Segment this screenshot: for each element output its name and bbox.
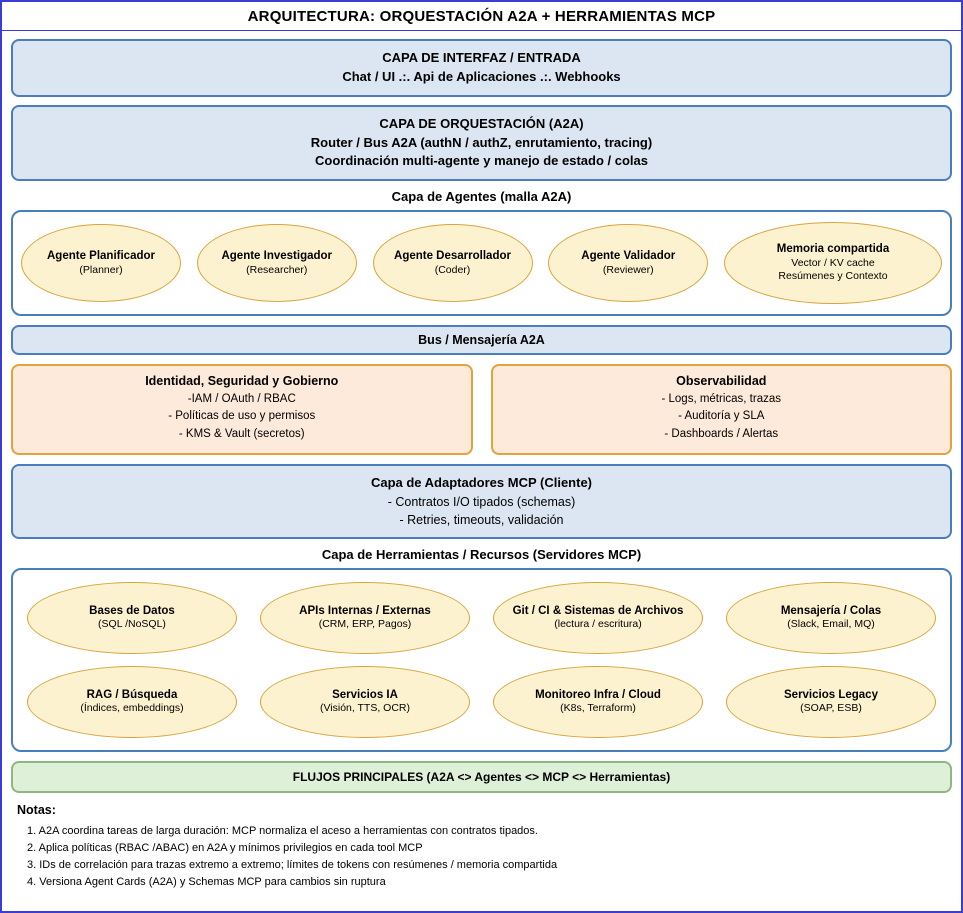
tool-git-ci-sub: (lectura / escritura) [554,618,642,631]
mcp-adapters-line2: - Contratos I/O tipados (schemas) [387,494,576,509]
tool-rag [27,666,237,738]
agent-reviewer [548,224,708,302]
shared-memory [724,222,942,304]
orchestration-layer-line3: Coordinación multi-agente y manejo de estado / colas [314,153,648,169]
notes-title: Notas: [17,803,56,818]
main-flows-label: FLUJOS PRINCIPALES (A2A <> Agentes <> MCP <> Herramientas) [292,770,671,785]
tool-legacy-sub: (SOAP, ESB) [800,702,862,715]
agent-coder-sub: (Coder) [434,263,471,276]
tools-section-label: Capa de Herramientas / Recursos (Servidores MCP) [321,547,642,563]
tool-monitoring-sub: (K8s, Terraform) [560,702,636,715]
observability-line-2: - Auditoría y SLA [678,410,765,423]
agent-planner-title: Agente Planificador [47,250,155,263]
observability-box [491,364,953,455]
tool-messaging [726,582,936,654]
agent-planner-sub: (Planner) [79,263,123,276]
tool-databases [27,582,237,654]
agent-researcher-title: Agente Investigador [221,250,333,263]
interface-layer-box [11,39,952,97]
tool-apis-sub: (CRM, ERP, Pagos) [318,618,412,631]
interface-layer-title: CAPA DE INTERFAZ / ENTRADA [382,50,581,65]
note-item: 2. Aplica políticas (RBAC /ABAC) en A2A y mínimos privilegios en cada tool MCP [27,842,423,855]
a2a-bus-box [11,325,952,355]
agent-planner [21,224,181,302]
agent-coder-title: Agente Desarrollador [394,250,511,263]
agent-reviewer-title: Agente Validador [581,250,676,263]
agent-researcher-sub: (Researcher) [246,263,308,276]
tool-messaging-sub: (Slack, Email, MQ) [787,618,875,631]
tool-monitoring [493,666,703,738]
diagram-content [2,31,961,899]
shared-memory-sub: Vector / KV cache [791,256,875,269]
agent-coder [373,224,533,302]
governance-box [11,364,473,455]
notes-section [11,803,952,899]
agent-reviewer-sub: (Reviewer) [602,263,654,276]
tool-apis-title: APIs Internas / Externas [299,605,431,618]
shared-memory-title: Memoria compartida [776,243,890,256]
main-flows-box [11,761,952,793]
tool-rag-title: RAG / Búsqueda [86,689,178,702]
tool-legacy-title: Servicios Legacy [784,689,878,702]
tool-git-ci [493,582,703,654]
tools-row-2 [27,666,936,738]
tool-databases-sub: (SQL /NoSQL) [98,618,166,631]
tool-apis [260,582,470,654]
tool-git-ci-title: Git / CI & Sistemas de Archivos [512,605,684,618]
tools-row-1 [27,582,936,654]
governance-line-1: -IAM / OAuth / RBAC [187,393,296,406]
tool-databases-title: Bases de Datos [89,605,175,618]
agents-section-label: Capa de Agentes (malla A2A) [391,189,572,205]
note-item: 1. A2A coordina tareas de larga duración: MCP normaliza el aceso a herramientas con contratos tipados. [27,825,538,838]
note-item: 3. IDs de correlación para trazas extremo a extremo; límites de tokens con resúmenes / memoria compartida [27,859,558,872]
governance-line-2: - Políticas de uso y permisos [168,410,316,423]
a2a-bus-label: Bus / Mensajería A2A [418,333,545,348]
agent-researcher [197,224,357,302]
tools-layer-box [11,568,952,752]
tool-legacy [726,666,936,738]
governance-line-3: - KMS & Vault (secretos) [178,427,305,440]
observability-line-3: - Dashboards / Alertas [664,427,779,440]
tool-rag-sub: (Índices, embeddings) [80,702,184,715]
page-title: ARQUITECTURA: ORQUESTACIÓN A2A + HERRAMIENTAS MCP [247,7,716,25]
tool-monitoring-title: Monitoreo Infra / Cloud [535,689,661,702]
tool-messaging-title: Mensajería / Colas [780,605,882,618]
tool-ai-services-sub: (Visión, TTS, OCR) [319,702,411,715]
observability-title: Observabilidad [676,374,767,389]
tool-ai-services [260,666,470,738]
orchestration-layer-title: CAPA DE ORQUESTACIÓN (A2A) [379,115,584,131]
orchestration-layer-box [11,105,952,182]
shared-memory-sub2: Resúmenes y Contexto [778,270,888,283]
tool-ai-services-title: Servicios IA [332,689,398,702]
agents-layer-box [11,210,952,316]
mcp-adapters-box [11,464,952,539]
note-item: 4. Versiona Agent Cards (A2A) y Schemas MCP para cambios sin ruptura [27,876,386,889]
mcp-adapters-line3: - Retries, timeouts, validación [399,512,564,527]
observability-line-1: - Logs, métricas, trazas [661,393,781,406]
orchestration-layer-line2: Router / Bus A2A (authN / authZ, enrutamiento, tracing) [310,134,653,150]
governance-observability-row [11,364,952,455]
interface-layer-line2: Chat / UI .:. Api de Aplicaciones .:. Webhooks [342,68,621,84]
governance-title: Identidad, Seguridad y Gobierno [145,374,339,389]
mcp-adapters-title: Capa de Adaptadores MCP (Cliente) [370,474,593,490]
diagram-title-bar [2,2,961,31]
